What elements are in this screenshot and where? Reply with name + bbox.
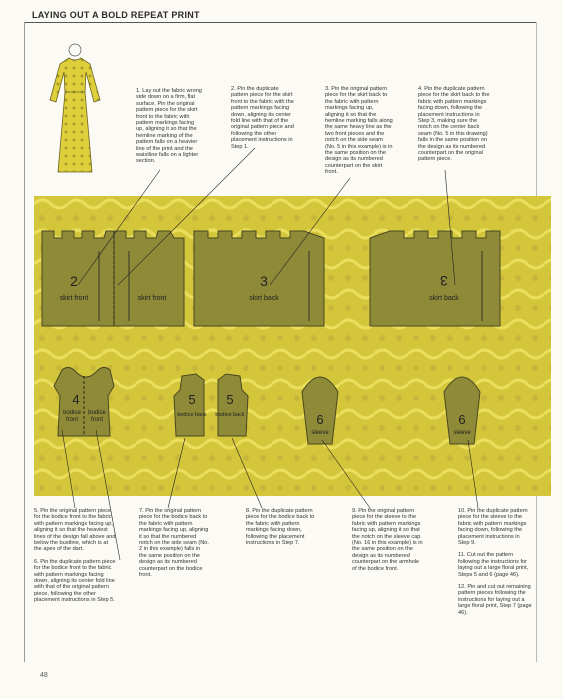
sleeve-number: 6 [316, 412, 324, 427]
step-9 [352, 508, 424, 578]
bodice-front-dup-label: bodice [88, 410, 106, 416]
step-7 [139, 508, 209, 584]
bodice-back-number: 5 [188, 392, 196, 407]
step-1-text: 1. Lay out the fabric wrong side down on a firm, flat surface. Pin the original pattern piece for the skirt front to the fabric with pattern markings facing up, aligning it so that the hemline marking of the pattern falls on a heavier line of the print and the waistline falls on a lighter section. [136, 88, 202, 165]
step-8 [246, 508, 316, 552]
step-5-text: 5. Pin the original pattern piece for the bodice front to the fabric with pattern markings facing up, aligning it so that the heaviest lines of the design fall above and below the bustline, which is at the apex of the dart. [34, 508, 116, 553]
bodice-front-number: 4 [72, 392, 80, 407]
skirt-front-number: 2 [70, 273, 78, 289]
step-6-text: 6. Pin the duplicate pattern piece for the bodice front to the fabric with pattern markings facing down, aligning its center fold line with that of the original pattern piece, following the other placement instructions in Step 5. [34, 558, 116, 604]
skirt-front-label-dup: skirt front [137, 295, 167, 302]
fabric-layout [34, 196, 551, 496]
bodice-front-label: bodice [63, 410, 81, 416]
step-7-text: 7. Pin the original pattern piece for the bodice back to the fabric with pattern markings facing up, aligning it so that the numbered notch on the side seam (No. 2 in this example) falls in the same position on the design as its numbered counterpart on the bodice front. [139, 508, 209, 579]
page-number: 48 [40, 672, 48, 679]
step-10-text: 10. Pin the duplicate pattern piece for the sleeve to the fabric with pattern markings facing down, following the placement instructions in Step 9. [458, 508, 528, 547]
skirt-back-duplicate-piece [370, 231, 500, 326]
skirt-back-duplicate-label: skirt back [429, 295, 459, 302]
step-4-text: 4. Pin the duplicate pattern piece for the skirt back to the fabric with pattern markings facing down, following the placement instructions in Step 3, making sure the notch on the center back seam (No. 5 in this drawing) falls in the same position on the design as its numbered counterpart on the original pattern piece. [418, 86, 490, 163]
skirt-back-duplicate-number: 3 [440, 273, 448, 289]
bodice-back-duplicate-label: bodice back [215, 412, 245, 418]
step-9-text: 9. Pin the original pattern piece for the sleeve to the fabric with pattern markings facing up, aligning it so that the notch on the sleeve cap (No. 16 in this example) is in the same position on the design as its numbered counterpart on the armhole of the bodice front. [352, 508, 423, 572]
skirt-back-label: skirt back [249, 295, 279, 302]
sleeve-label: sleeve [311, 430, 329, 436]
page-title: LAYING OUT A BOLD REPEAT PRINT [32, 10, 200, 20]
step-12-text: 12. Pin and cut out remaining pattern pieces following the instructions for laying out a large floral print, Step 7 (page 46). [458, 584, 532, 616]
steps-5-6 [34, 508, 116, 610]
dress-illustration [30, 40, 120, 180]
skirt-front-piece-1 [42, 231, 114, 326]
header-rule [24, 22, 537, 23]
skirt-front-label: skirt front [59, 295, 89, 302]
bodice-front-label-2: front [65, 417, 79, 423]
step-8-text: 8. Pin the duplicate pattern piece for the bodice back to the fabric with pattern markings facing down, following the placement instructions in Step 7. [246, 508, 315, 547]
sleeve-duplicate-label: sleeve [453, 430, 471, 436]
bodice-front-dup-label-2: front [90, 417, 104, 423]
skirt-back-piece [194, 231, 324, 326]
skirt-back-number: 3 [260, 273, 268, 289]
skirt-front-piece-2 [114, 231, 184, 326]
left-margin-rule [24, 22, 25, 662]
bodice-back-label: bodice back [177, 412, 207, 418]
step-2-text: 2. Pin the duplicate pattern piece for the skirt front to the fabric with the pattern markings facing down, aligning its center fold line with that of the original pattern piece and following the other placement instructions in Step 1. [231, 86, 294, 150]
steps-10-12 [458, 508, 532, 622]
sleeve-duplicate-number: 6 [458, 412, 466, 427]
bodice-back-duplicate-number: 5 [226, 392, 234, 407]
step-3-text: 3. Pin the original pattern piece for the skirt back to the fabric with pattern markings facing up, aligning it so that the hemline marking falls along the same heavy line as the two front pieces and the notch on the side seam (No. 5 in this example) is in the same position on the design as its numbered counterpart on the skirt front. [325, 86, 393, 176]
step-11-text: 11. Cut out the pattern following the instructions for laying out a large floral print, Steps 5 and 6 (page 46). [458, 552, 529, 578]
